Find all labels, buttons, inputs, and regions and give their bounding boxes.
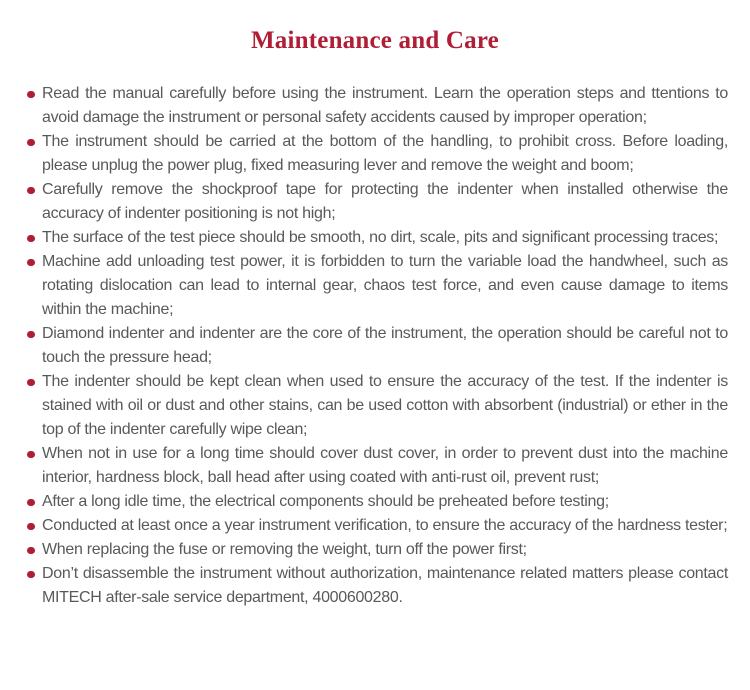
bullet-icon [27,499,35,507]
list-item-text: Carefully remove the shockproof tape for protecting the indenter when installed otherwise the accuracy of indenter positioning is not high; [42,181,728,222]
list-item [42,370,728,442]
bullet-icon [27,571,35,579]
list-item [42,322,728,370]
list-item-text: When replacing the fuse or removing the weight, turn off the power first; [42,541,527,558]
list-item-text: The surface of the test piece should be smooth, no dirt, scale, pits and significant processing traces; [42,229,719,246]
list-item-text: Conducted at least once a year instrument verification, to ensure the accuracy of the hardness tester; [42,517,728,534]
list-item-text: The indenter should be kept clean when used to ensure the accuracy of the test. If the indenter is stained with oil or dust and other stains, can be used cotton with absorbent (industrial) or ether in the top of the indenter carefully wipe clean; [42,373,728,438]
list-item-text: Read the manual carefully before using the instrument. Learn the operation steps and ttentions to avoid damage the instrument or personal safety accidents caused by improper operation; [42,85,728,126]
bullet-icon [27,259,35,267]
maintenance-list [0,82,750,610]
bullet-icon [27,547,35,555]
bullet-icon [27,331,35,339]
list-item [42,178,728,226]
page-title: Maintenance and Care [251,27,499,54]
list-item [42,250,728,322]
list-item-text: Don’t disassemble the instrument without authorization, maintenance related matters please contact MITECH after-sale service department, 4000600280. [42,565,728,606]
list-item-text: When not in use for a long time should cover dust cover, in order to prevent dust into the machine interior, hardness block, ball head after using coated with anti-rust oil, prevent rust; [42,445,728,486]
list-item [42,130,728,178]
bullet-icon [27,451,35,459]
list-item [42,442,728,490]
list-item-text: Machine add unloading test power, it is forbidden to turn the variable load the handwheel, such as rotating dislocation can lead to internal gear, chaos test force, and even cause damage to items within the machine; [42,253,728,318]
list-item-text: Diamond indenter and indenter are the core of the instrument, the operation should be careful not to touch the pressure head; [42,325,728,366]
list-item [42,490,728,514]
bullet-icon [27,187,35,195]
list-item [42,562,728,610]
list-item [42,514,728,538]
list-item [42,226,728,250]
list-item-text: After a long idle time, the electrical components should be preheated before testing; [42,493,609,510]
list-item [42,538,728,562]
list-item [42,82,728,130]
bullet-icon [27,235,35,243]
bullet-icon [27,91,35,99]
bullet-icon [27,139,35,147]
bullet-icon [27,379,35,387]
list-item-text: The instrument should be carried at the bottom of the handling, to prohibit cross. Before loading, please unplug the power plug, fixed measuring lever and remove the weight and boom; [42,133,728,174]
bullet-icon [27,523,35,531]
